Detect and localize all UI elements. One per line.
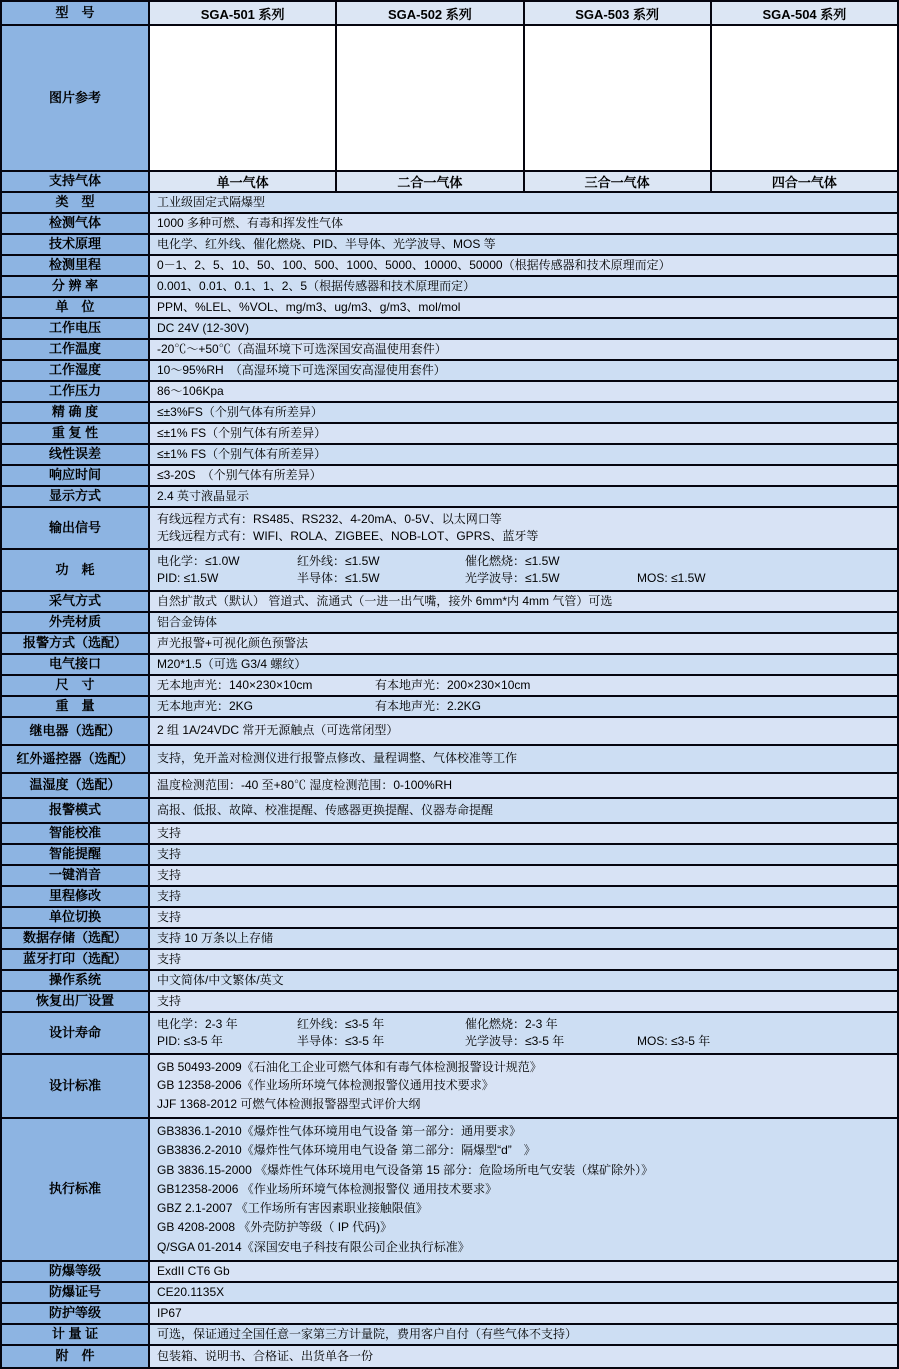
row-value-segment: 半导体：≤3-5 年 <box>297 1034 385 1049</box>
row-value <box>150 950 897 969</box>
row-label: 设计寿命 <box>2 1013 150 1053</box>
row-label: 工作湿度 <box>2 361 150 380</box>
row-value <box>150 1325 897 1344</box>
model-name-sga504: SGA-504 系列 <box>710 2 897 24</box>
row-value-segment: 催化燃烧：≤1.5W <box>465 553 560 568</box>
row-label: 单 位 <box>2 298 150 317</box>
row-value-line <box>157 1202 890 1215</box>
row-smart-cal <box>2 824 897 845</box>
row-value-segment: 光学波导：≤3-5 年 <box>465 1034 565 1049</box>
row-display <box>2 487 897 508</box>
product-image-sga504 <box>710 26 897 170</box>
row-type <box>2 193 897 214</box>
row-label: 恢复出厂设置 <box>2 992 150 1011</box>
row-label: 检测气体 <box>2 214 150 233</box>
row-value <box>150 298 897 317</box>
row-value <box>150 634 897 653</box>
image-row-label: 图片参考 <box>2 26 150 170</box>
row-value <box>150 235 897 254</box>
row-value <box>150 424 897 443</box>
row-alarm-mode <box>2 799 897 824</box>
row-label: 精 确 度 <box>2 403 150 422</box>
row-value-segment: ≤±1% FS（个别气体有所差异） <box>157 425 327 440</box>
row-value-segment: ExdII CT6 Gb <box>157 1263 230 1278</box>
row-value-line <box>157 1307 890 1320</box>
row-value-line <box>157 700 890 713</box>
gas-row-label: 支持气体 <box>2 172 150 191</box>
row-value-line <box>157 1125 890 1138</box>
row-value-segment: 支持 10 万条以上存储 <box>157 930 274 945</box>
row-value <box>150 382 897 401</box>
product-image-sga503 <box>523 26 710 170</box>
row-value-line <box>157 658 890 671</box>
row-value-segment: 自然扩散式（默认） 管道式、流通式（一进一出气嘴，接外 6mm*内 4mm 气管）可选 <box>157 593 613 608</box>
row-value-segment: PID: ≤3-5 年 <box>157 1034 223 1049</box>
row-value-line <box>157 1164 890 1177</box>
row-label: 设计标准 <box>2 1055 150 1117</box>
row-range <box>2 256 897 277</box>
row-value <box>150 508 897 548</box>
row-value-line <box>157 1265 890 1278</box>
row-value <box>150 655 897 674</box>
row-label: 附 件 <box>2 1346 150 1367</box>
row-value-line <box>157 385 890 398</box>
row-value-line <box>157 1183 890 1196</box>
row-value-line <box>157 1061 890 1074</box>
row-design-std <box>2 1055 897 1119</box>
row-label: 里程修改 <box>2 887 150 906</box>
row-value-line <box>157 1286 890 1299</box>
row-value-segment: ≤±3%FS（个别气体有所差异） <box>157 404 323 419</box>
row-value-line <box>157 1144 890 1157</box>
row-value-line <box>157 1241 890 1254</box>
gas-value-single: 单一气体 <box>150 172 335 191</box>
row-label: 工作温度 <box>2 340 150 359</box>
row-ip-grade <box>2 1304 897 1325</box>
row-value-line <box>157 364 890 377</box>
row-value <box>150 1346 897 1367</box>
row-value-segment: 红外线：≤1.5W <box>297 553 380 568</box>
row-value-segment: 有本地声光：2.2KG <box>375 698 482 713</box>
row-value-line <box>157 1035 890 1048</box>
model-name-sga503: SGA-503 系列 <box>523 2 710 24</box>
row-label: 数据存储（选配） <box>2 929 150 948</box>
row-value-segment: GB 12358-2006《作业场所环境气体检测报警仪通用技术要求》 <box>157 1078 494 1093</box>
row-value-segment: ≤±1% FS（个别气体有所差异） <box>157 446 327 461</box>
row-unit <box>2 298 897 319</box>
row-value-segment: GB 4208-2008 《外壳防护等级（ IP 代码)》 <box>157 1220 393 1235</box>
row-value-segment: 支持 <box>157 993 182 1008</box>
row-value-segment: 支持 <box>157 909 182 924</box>
row-metrology <box>2 1325 897 1346</box>
row-value <box>150 466 897 485</box>
row-label: 蓝牙打印（选配） <box>2 950 150 969</box>
product-image-sga501 <box>150 26 335 170</box>
row-factory-reset <box>2 992 897 1013</box>
row-value-line <box>157 196 890 209</box>
row-value-segment: 支持 <box>157 846 182 861</box>
row-value-segment: DC 24V (12-30V) <box>157 320 250 335</box>
row-value-segment: 工业级固定式隔爆型 <box>157 194 266 209</box>
row-value-line <box>157 1018 890 1031</box>
row-value-segment: 0－1、2、5、10、50、100、500、1000、5000、10000、50000（根据传感器和技术原理而定） <box>157 257 671 272</box>
row-value <box>150 971 897 990</box>
gas-value-3in1: 三合一气体 <box>523 172 710 191</box>
row-value-segment: 光学波导：≤1.5W <box>465 571 560 586</box>
row-label: 单位切换 <box>2 908 150 927</box>
image-row <box>2 26 897 172</box>
row-label: 类 型 <box>2 193 150 212</box>
row-label: 功 耗 <box>2 550 150 590</box>
row-value <box>150 445 897 464</box>
row-value-segment: GB 3836.15-2000 《爆炸性气体环境用电气设备第 15 部分：危险场所电气安装（煤矿除外）》 <box>157 1162 654 1177</box>
row-label: 报警方式（选配） <box>2 634 150 653</box>
row-label: 线性误差 <box>2 445 150 464</box>
row-pressure <box>2 382 897 403</box>
row-value-segment: 1000 多种可燃、有毒和挥发性气体 <box>157 215 344 230</box>
row-ex-grade <box>2 1262 897 1283</box>
row-value-segment: GBZ 2.1-2007 《工作场所有害因素职业接触限值》 <box>157 1201 428 1216</box>
row-value-line <box>157 427 890 440</box>
row-value-line <box>157 301 890 314</box>
row-value-segment: M20*1.5（可选 G3/4 螺纹） <box>157 656 307 671</box>
row-value <box>150 487 897 506</box>
model-name-sga501: SGA-501 系列 <box>150 2 335 24</box>
row-smart-remind <box>2 845 897 866</box>
row-value-segment: IP67 <box>157 1305 182 1320</box>
row-label: 温湿度（选配） <box>2 774 150 797</box>
row-value-line <box>157 343 890 356</box>
row-value-line <box>157 490 890 503</box>
row-value <box>150 613 897 632</box>
row-value-line <box>157 572 890 585</box>
row-value <box>150 1304 897 1323</box>
row-value-segment: CE20.1135X <box>157 1284 225 1299</box>
row-value-line <box>157 616 890 629</box>
row-label: 智能校准 <box>2 824 150 843</box>
row-value-line <box>157 869 890 882</box>
row-value-segment: 支持 <box>157 951 182 966</box>
row-value-line <box>157 953 890 966</box>
row-value-segment: 包装箱、说明书、合格证、出货单各一份 <box>157 1348 374 1363</box>
gas-value-4in1: 四合一气体 <box>710 172 897 191</box>
row-value-line <box>157 1221 890 1234</box>
row-storage <box>2 929 897 950</box>
row-value-segment: 有线远程方式有：RS485、RS232、4-20mA、0-5V、以太网口等 <box>157 511 502 526</box>
row-value <box>150 845 897 864</box>
row-shell <box>2 613 897 634</box>
row-value-line <box>157 995 890 1008</box>
row-value-segment: 红外线：≤3-5 年 <box>297 1016 385 1031</box>
row-value <box>150 929 897 948</box>
row-value-line <box>157 911 890 924</box>
row-repeatability <box>2 424 897 445</box>
row-lifespan <box>2 1013 897 1055</box>
row-electrical <box>2 655 897 676</box>
gas-row <box>2 172 897 193</box>
row-label: 尺 寸 <box>2 676 150 695</box>
row-relay <box>2 718 897 746</box>
row-value-segment: -20℃～+50℃（高温环境下可选深国安高温使用套件） <box>157 341 447 356</box>
row-label: 工作压力 <box>2 382 150 401</box>
row-value <box>150 592 897 611</box>
row-value <box>150 697 897 716</box>
row-value <box>150 1055 897 1117</box>
row-value-line <box>157 752 890 765</box>
row-value-line <box>157 637 890 650</box>
row-value-segment: GB3836.2-2010《爆炸性气体环境用电气设备 第二部分：隔爆型“d” 》 <box>157 1143 536 1158</box>
row-value <box>150 746 897 772</box>
row-value-segment: 2 组 1A/24VDC 常开无源触点（可选常闭型） <box>157 723 399 738</box>
row-value <box>150 214 897 233</box>
row-value-segment: 催化燃烧：2-3 年 <box>465 1016 558 1031</box>
row-value <box>150 319 897 338</box>
row-value <box>150 908 897 927</box>
row-value-line <box>157 679 890 692</box>
row-range-modify <box>2 887 897 908</box>
row-value-line <box>157 827 890 840</box>
row-value-line <box>157 406 890 419</box>
row-value <box>150 887 897 906</box>
gas-value-2in1: 二合一气体 <box>335 172 522 191</box>
row-value <box>150 676 897 695</box>
row-value-segment: 86～106Kpa <box>157 383 224 398</box>
row-accuracy <box>2 403 897 424</box>
row-power <box>2 550 897 592</box>
row-label: 重 复 性 <box>2 424 150 443</box>
product-image-sga502 <box>335 26 522 170</box>
row-value <box>150 1119 897 1260</box>
row-value-segment: 支持 <box>157 825 182 840</box>
row-work-humidity <box>2 361 897 382</box>
row-label: 采气方式 <box>2 592 150 611</box>
row-value <box>150 1013 897 1053</box>
row-value-line <box>157 530 890 543</box>
row-label: 红外遥控器（选配） <box>2 746 150 772</box>
row-value <box>150 992 897 1011</box>
row-value-segment: 有本地声光：200×230×10cm <box>375 677 531 692</box>
row-value <box>150 256 897 275</box>
row-value-line <box>157 1079 890 1092</box>
row-label: 防爆等级 <box>2 1262 150 1281</box>
row-value-segment: 支持 <box>157 888 182 903</box>
row-ex-cert <box>2 1283 897 1304</box>
row-value <box>150 1262 897 1281</box>
row-value-segment: 温度检测范围：-40 至+80℃ 湿度检测范围：0-100%RH <box>157 777 453 792</box>
row-value <box>150 824 897 843</box>
row-value-segment: 无本地声光：2KG <box>157 698 254 713</box>
row-work-temp <box>2 340 897 361</box>
row-value-line <box>157 322 890 335</box>
row-value <box>150 550 897 590</box>
row-value-segment: 铝合金铸体 <box>157 614 218 629</box>
row-value <box>150 193 897 212</box>
row-value-line <box>157 280 890 293</box>
row-label: 报警模式 <box>2 799 150 822</box>
row-mute <box>2 866 897 887</box>
row-value-line <box>157 779 890 792</box>
row-value-segment: 支持 <box>157 867 182 882</box>
row-size <box>2 676 897 697</box>
row-value-line <box>157 932 890 945</box>
row-sampling <box>2 592 897 613</box>
row-value-segment: PID: ≤1.5W <box>157 571 219 586</box>
row-label: 操作系统 <box>2 971 150 990</box>
row-value-line <box>157 974 890 987</box>
row-value-line <box>157 513 890 526</box>
row-value-segment: MOS: ≤3-5 年 <box>637 1034 711 1049</box>
row-value <box>150 1283 897 1302</box>
row-value-line <box>157 469 890 482</box>
row-value-segment: 半导体：≤1.5W <box>297 571 380 586</box>
row-value-line <box>157 1328 890 1341</box>
row-value <box>150 277 897 296</box>
row-weight <box>2 697 897 718</box>
row-value-line <box>157 1350 890 1363</box>
row-value-line <box>157 259 890 272</box>
row-value-segment: MOS: ≤1.5W <box>637 571 706 586</box>
row-voltage <box>2 319 897 340</box>
row-label: 检测里程 <box>2 256 150 275</box>
row-value-line <box>157 848 890 861</box>
row-value-segment: Q/SGA 01-2014《深国安电子科技有限公司企业执行标准》 <box>157 1239 470 1254</box>
row-principle <box>2 235 897 256</box>
row-value-segment: PPM、%LEL、%VOL、mg/m3、ug/m3、g/m3、mol/mol <box>157 299 461 314</box>
row-label: 防护等级 <box>2 1304 150 1323</box>
row-value-line <box>157 555 890 568</box>
row-label: 输出信号 <box>2 508 150 548</box>
row-value-segment: 支持，免开盖对检测仪进行报警点修改、量程调整、气体校准等工作 <box>157 751 518 766</box>
row-value-line <box>157 1098 890 1111</box>
row-label: 计 量 证 <box>2 1325 150 1344</box>
row-label: 重 量 <box>2 697 150 716</box>
row-value-segment: 电化学：2-3 年 <box>157 1016 238 1031</box>
row-label: 响应时间 <box>2 466 150 485</box>
row-value-segment: JJF 1368-2012 可燃气体检测报警器型式评价大纲 <box>157 1097 421 1112</box>
row-label: 一键消音 <box>2 866 150 885</box>
row-ir-remote <box>2 746 897 774</box>
row-label: 工作电压 <box>2 319 150 338</box>
row-response <box>2 466 897 487</box>
row-value-segment: 声光报警+可视化颜色预警法 <box>157 635 309 650</box>
row-alarm-type <box>2 634 897 655</box>
row-value-segment: 无线远程方式有：WIFI、ROLA、ZIGBEE、NOB-LOT、GPRS、蓝牙等 <box>157 529 539 544</box>
row-value-segment: 可选，保证通过全国任意一家第三方计量院，费用客户自付（有些气体不支持） <box>157 1326 578 1341</box>
row-linearity <box>2 445 897 466</box>
row-value-segment: 中文简体/中文繁体/英文 <box>157 972 284 987</box>
row-value-segment: 2.4 英寸液晶显示 <box>157 488 250 503</box>
header-label: 型 号 <box>2 2 150 24</box>
row-detect-gas <box>2 214 897 235</box>
row-os <box>2 971 897 992</box>
row-accessories <box>2 1346 897 1367</box>
row-resolution <box>2 277 897 298</box>
row-value-segment: 无本地声光：140×230×10cm <box>157 677 313 692</box>
row-value-segment: GB12358-2006 《作业场所环境气体检测报警仪 通用技术要求》 <box>157 1181 498 1196</box>
row-label: 执行标准 <box>2 1119 150 1260</box>
row-value <box>150 403 897 422</box>
row-label: 防爆证号 <box>2 1283 150 1302</box>
row-label: 继电器（选配） <box>2 718 150 744</box>
row-label: 外壳材质 <box>2 613 150 632</box>
row-label: 智能提醒 <box>2 845 150 864</box>
model-name-sga502: SGA-502 系列 <box>335 2 522 24</box>
row-unit-switch <box>2 908 897 929</box>
row-value <box>150 799 897 822</box>
row-value-line <box>157 724 890 737</box>
row-label: 显示方式 <box>2 487 150 506</box>
row-value-line <box>157 595 890 608</box>
row-value-segment: GB 50493-2009《石油化工企业可燃气体和有毒气体检测报警设计规范》 <box>157 1059 542 1074</box>
row-value <box>150 718 897 744</box>
row-label: 电气接口 <box>2 655 150 674</box>
row-value <box>150 774 897 797</box>
row-value-segment: 高报、低报、故障、校准提醒、传感器更换提醒、仪器寿命提醒 <box>157 802 494 817</box>
row-value <box>150 361 897 380</box>
row-label: 技术原理 <box>2 235 150 254</box>
row-value-segment: GB3836.1-2010《爆炸性气体环境用电气设备 第一部分：通用要求》 <box>157 1124 522 1139</box>
row-value-line <box>157 217 890 230</box>
row-bt-print <box>2 950 897 971</box>
row-value-segment: ≤3-20S （个别气体有所差异） <box>157 467 322 482</box>
row-value-segment: 电化学：≤1.0W <box>157 553 240 568</box>
row-label: 分 辨 率 <box>2 277 150 296</box>
row-value <box>150 866 897 885</box>
row-value-line <box>157 448 890 461</box>
header-row <box>2 2 897 26</box>
row-value-line <box>157 804 890 817</box>
row-value-line <box>157 238 890 251</box>
row-value <box>150 340 897 359</box>
row-exec-std <box>2 1119 897 1262</box>
row-value-line <box>157 890 890 903</box>
row-output <box>2 508 897 550</box>
row-value-segment: 10～95%RH （高湿环境下可选深国安高湿使用套件） <box>157 362 446 377</box>
row-temp-humidity <box>2 774 897 799</box>
row-value-segment: 0.001、0.01、0.1、1、2、5（根据传感器和技术原理而定） <box>157 278 476 293</box>
row-value-segment: 电化学、红外线、催化燃烧、PID、半导体、光学波导、MOS 等 <box>157 236 496 251</box>
